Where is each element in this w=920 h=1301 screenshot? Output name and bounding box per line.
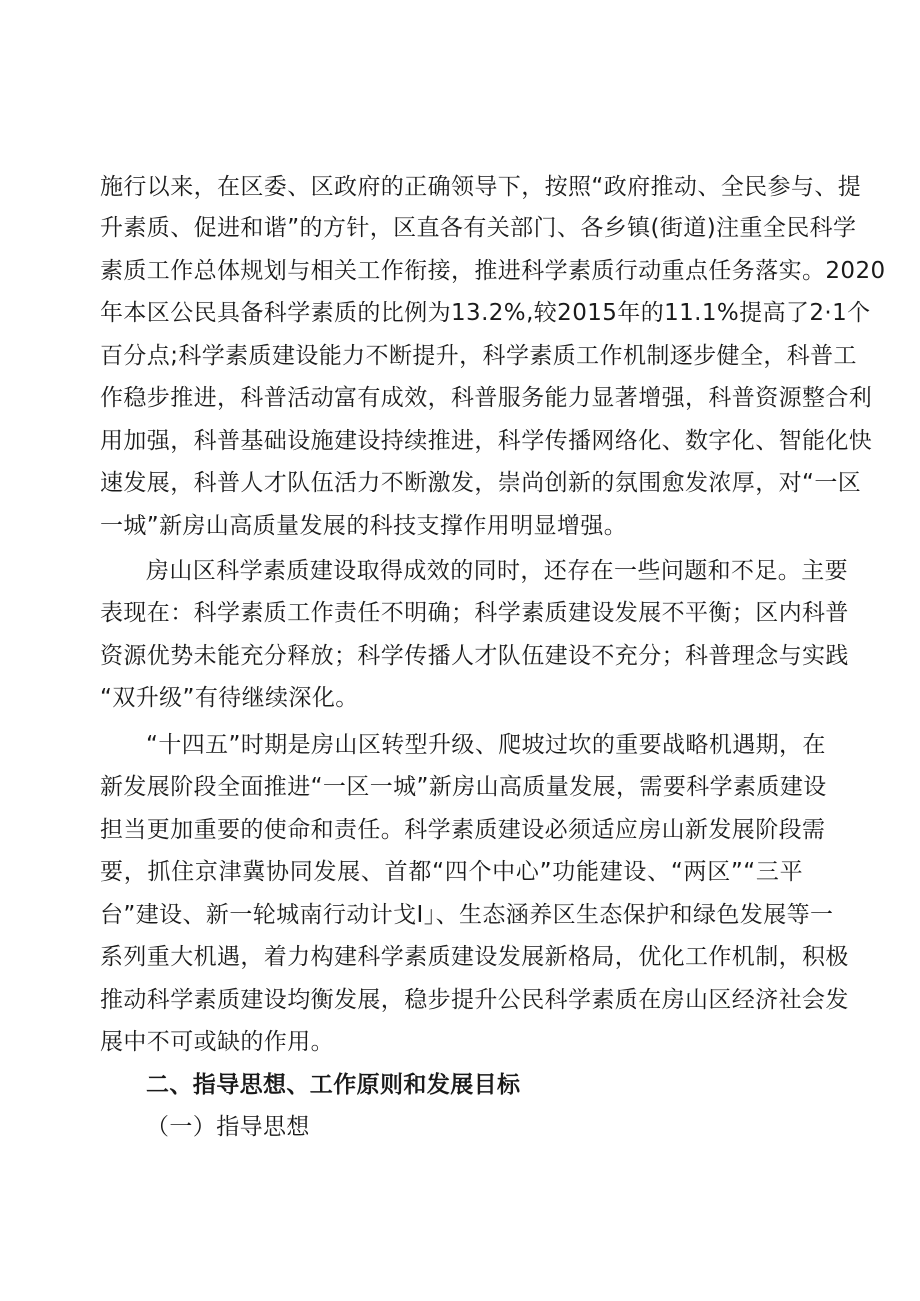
- text-line: 用加强，科普基础设施建设持续推进，科学传播网络化、数字化、智能化快: [100, 428, 873, 454]
- text-line: 推动科学素质建设均衡发展，稳步提升公民科学素质在房山区经济社会发: [100, 987, 849, 1013]
- text-line: 表现在：科学素质工作责任不明确；科学素质建设发展不平衡；区内科普: [100, 600, 849, 626]
- text-line: 素质工作总体规划与相关工作衔接，推进科学素质行动重点任务落实。2020: [100, 258, 886, 284]
- text-line: “双升级”有待继续深化。: [100, 685, 359, 711]
- text-line: 速发展，科普人才队伍活力不断激发，崇尚创新的氛围愈发浓厚，对“一区: [100, 470, 862, 496]
- text-line: 年本区公民具备科学素质的比例为13.2%,较2015年的11.1%提高了2·1个: [100, 300, 871, 326]
- text-line: 房山区科学素质建设取得成效的同时，还存在一些问题和不足。主要: [146, 558, 848, 584]
- text-line: 升素质、促进和谐”的方针，区直各有关部门、各乡镇(街道)注重全民科学: [100, 215, 857, 241]
- text-line: “十四五”时期是房山区转型升级、爬坡过坎的重要战略机遇期，在: [146, 732, 826, 758]
- text-line: 作稳步推进，科普活动富有成效，科普服务能力显著增强，科普资源整合利: [100, 385, 873, 411]
- subsection-heading: （一）指导思想: [146, 1114, 310, 1140]
- section-heading: 二、指导思想、工作原则和发展目标: [146, 1072, 521, 1098]
- text-line: 新发展阶段全面推进“一区一城”新房山高质量发展，需要科学素质建设: [100, 774, 827, 800]
- text-line: 系列重大机遇，着力构建科学素质建设发展新格局，优化工作机制，积极: [100, 944, 849, 970]
- text-line: 资源优势未能充分释放；科学传播人才队伍建设不充分；科普理念与实践: [100, 643, 849, 669]
- text-line: 展中不可或缺的作用。: [100, 1029, 334, 1055]
- text-line: 施行以来，在区委、区政府的正确领导下，按照“政府推动、全民参与、提: [100, 174, 862, 200]
- text-line: 一城”新房山高质量发展的科技支撑作用明显增强。: [100, 513, 628, 539]
- text-line: 担当更加重要的使命和责任。科学素质建设必须适应房山新发展阶段需: [100, 817, 826, 843]
- text-line: 要，抓住京津冀协同发展、首都“四个中心”功能建设、“两区”“三平: [100, 859, 803, 885]
- text-line: 台”建设、新一轮城南行动计戈I」、生态涵养区生态保护和绿色发展等一: [100, 902, 834, 928]
- text-line: 百分点;科学素质建设能力不断提升，科学素质工作机制逐步健全，科普工: [100, 343, 857, 369]
